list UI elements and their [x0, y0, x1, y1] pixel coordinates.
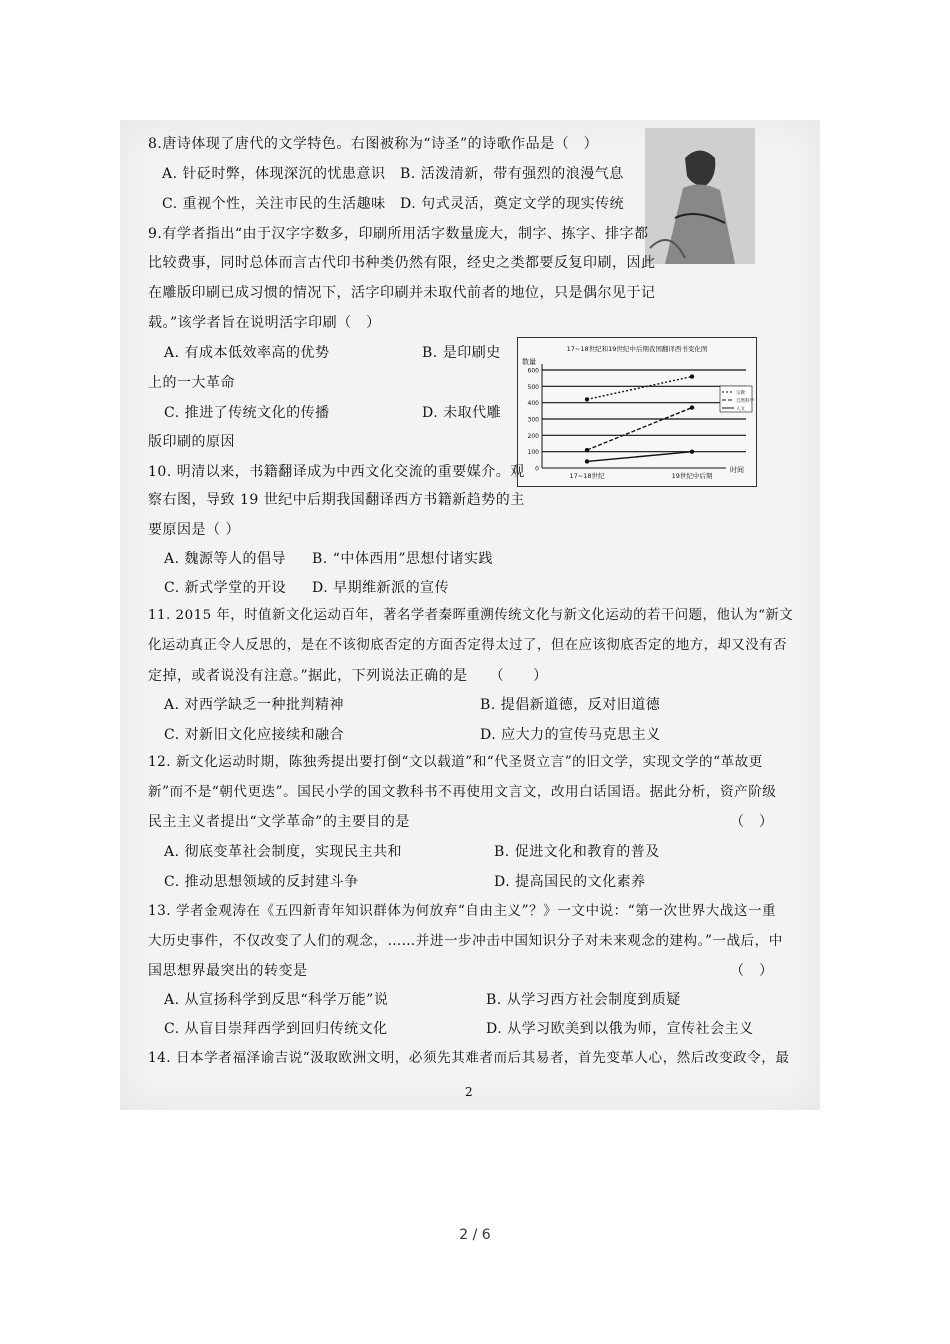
chart-ytick-label: 200 [527, 432, 539, 440]
q9-option-d[interactable]: D. 未取代雕 [422, 405, 502, 421]
q9-stem-line2: 比较费事，同时总体而言古代印书种类仍然有限，经史之类都要反复印刷，因此 [148, 255, 656, 271]
q11-option-c[interactable]: C. 对新旧文化应接续和融合 [164, 727, 345, 743]
q9-option-d-cont: 版印刷的原因 [148, 434, 235, 450]
q13-option-a[interactable]: A. 从宣扬科学到反思“科学万能”说 [164, 992, 389, 1008]
q11-stem-line3: 定掉，或者说没有注意。”据此，下列说法正确的是 （ ） [148, 668, 548, 684]
q10-stem-line3: 要原因是（ ） [148, 522, 240, 538]
chart-ytick-label: 600 [527, 367, 539, 375]
q12-stem-line2: 新”而不是“朝代更迭”。国民小学的国文教科书不再使用文言文，改用白话国语。据此分析，资产阶级 [148, 784, 777, 800]
q13-stem-line1: 13. 学者金观涛在《五四新青年知识群体为何放弃“自由主义”？》一文中说：“第一次世界大战这一重 [148, 903, 777, 919]
inner-page-number: 2 [465, 1085, 474, 1099]
chart-legend-label: 自然科学 [736, 399, 754, 404]
q12-option-b[interactable]: B. 促进文化和教育的普及 [494, 844, 660, 860]
q14-stem-line1: 14. 日本学者福泽谕吉说“汲取欧洲文明，必须先其难者而后其易者，首先变革人心，然后改变政令，最 [148, 1050, 790, 1066]
chart-ytick-label: 100 [527, 449, 539, 457]
chart-ylabel: 数量 [522, 358, 536, 366]
chart-svg [518, 338, 756, 486]
q13-stem-line3: 国思想界最突出的转变是 [148, 963, 308, 979]
q9-stem-line1: 9.有学者指出“由于汉字字数多，印刷所用活字数量庞大，制字、拣字、排字都 [148, 226, 649, 242]
chart-series-line [587, 377, 692, 400]
q12-option-c[interactable]: C. 推动思想领域的反封建斗争 [164, 874, 359, 890]
poet-portrait-image [645, 128, 755, 264]
q12-option-d[interactable]: D. 提高国民的文化素养 [494, 874, 646, 890]
q13-answer-paren: （ ） [730, 963, 774, 979]
chart-xtick-label: 19世纪中后期 [671, 472, 713, 480]
q8-option-b[interactable]: B. 活泼清新，带有强烈的浪漫气息 [400, 166, 624, 182]
q12-stem-line3: 民主主义者提出“文学革命”的主要目的是 [148, 814, 410, 830]
q9-option-c[interactable]: C. 推进了传统文化的传播 [164, 405, 330, 421]
chart-point [690, 374, 694, 378]
translation-chart [517, 337, 757, 487]
q8-option-d[interactable]: D. 句式灵活，奠定文学的现实传统 [400, 196, 625, 212]
chart-legend-label: 人文 [736, 407, 745, 412]
q8-option-c[interactable]: C. 重视个性，关注市民的生活趣味 [162, 196, 386, 212]
chart-title: 17~18世纪和19世纪中后期我国翻译西书变化图 [566, 345, 708, 353]
q11-stem-line2: 化运动真正令人反思的，是在不该彻底否定的方面否定得太过了，但在应该彻底否定的地方，却又没有否 [148, 638, 787, 653]
q8-stem: 8.唐诗体现了唐代的文学特色。右图被称为“诗圣”的诗歌作品是（ ） [148, 136, 599, 152]
chart-point [690, 449, 694, 453]
chart-series-line [587, 408, 692, 450]
q13-stem-line2: 大历史事件，不仅改变了人们的观念，……并进一步冲击中国知识分子对未来观念的建构。”一战后，中 [148, 933, 783, 949]
q9-stem-line4: 载。”该学者旨在说明活字印刷（ ） [148, 315, 381, 331]
chart-ytick-label: 400 [527, 400, 539, 408]
chart-ytick-label: 0 [535, 465, 539, 473]
q9-option-b-cont: 上的一大革命 [148, 375, 235, 391]
q10-option-c[interactable]: C. 新式学堂的开设 [164, 580, 287, 596]
q11-option-b[interactable]: B. 提倡新道德，反对旧道德 [480, 697, 661, 713]
q13-option-c[interactable]: C. 从盲目崇拜西学到回归传统文化 [164, 1021, 388, 1037]
q12-stem-line1: 12. 新文化运动时期，陈独秀提出要打倒“文以载道”和“代圣贤立言”的旧文学，实现文学的“革故更 [148, 754, 763, 770]
chart-point [690, 405, 694, 409]
q9-stem-line3: 在雕版印刷已成习惯的情况下，活字印刷并未取代前者的地位，只是偶尔见于记 [148, 285, 656, 301]
chart-ytick-label: 500 [527, 383, 539, 391]
q12-answer-paren: （ ） [730, 814, 774, 830]
q13-option-d[interactable]: D. 从学习欧美到以俄为师，宣传社会主义 [486, 1021, 754, 1037]
chart-xlabel: 时间 [730, 466, 744, 474]
chart-point [585, 459, 589, 463]
q10-option-d[interactable]: D. 早期维新派的宣传 [312, 580, 450, 596]
q11-option-a[interactable]: A. 对西学缺乏一种批判精神 [164, 697, 345, 713]
chart-ytick-label: 300 [527, 416, 539, 424]
q10-stem-line1: 10. 明清以来，书籍翻译成为中西文化交流的重要媒介。观 [148, 464, 525, 480]
q13-option-b[interactable]: B. 从学习西方社会制度到质疑 [486, 992, 681, 1008]
q9-option-a[interactable]: A. 有成本低效率高的优势 [164, 345, 330, 361]
q10-option-a[interactable]: A. 魏源等人的倡导 [164, 551, 287, 567]
q8-option-a[interactable]: A. 针砭时弊，体现深沉的忧患意识 [162, 166, 386, 182]
q11-stem-line1: 11. 2015 年，时值新文化运动百年，著名学者秦晖重溯传统文化与新文化运动的若干问题，他认为“新文 [148, 608, 794, 623]
chart-point [585, 397, 589, 401]
chart-point [585, 448, 589, 452]
chart-xtick-label: 17~18世纪 [569, 472, 605, 480]
chart-legend-label: 宗教 [736, 391, 745, 396]
q10-option-b[interactable]: B. “中体西用”思想付诸实践 [312, 551, 494, 567]
page-indicator: 2 / 6 [459, 1227, 491, 1243]
q10-stem-line2: 察右图，导致 19 世纪中后期我国翻译西方书籍新趋势的主 [148, 492, 525, 508]
q9-option-b[interactable]: B. 是印刷史 [422, 345, 501, 361]
q11-option-d[interactable]: D. 应大力的宣传马克思主义 [480, 727, 661, 743]
chart-series-line [587, 452, 692, 462]
q12-option-a[interactable]: A. 彻底变革社会制度，实现民主共和 [164, 844, 403, 860]
